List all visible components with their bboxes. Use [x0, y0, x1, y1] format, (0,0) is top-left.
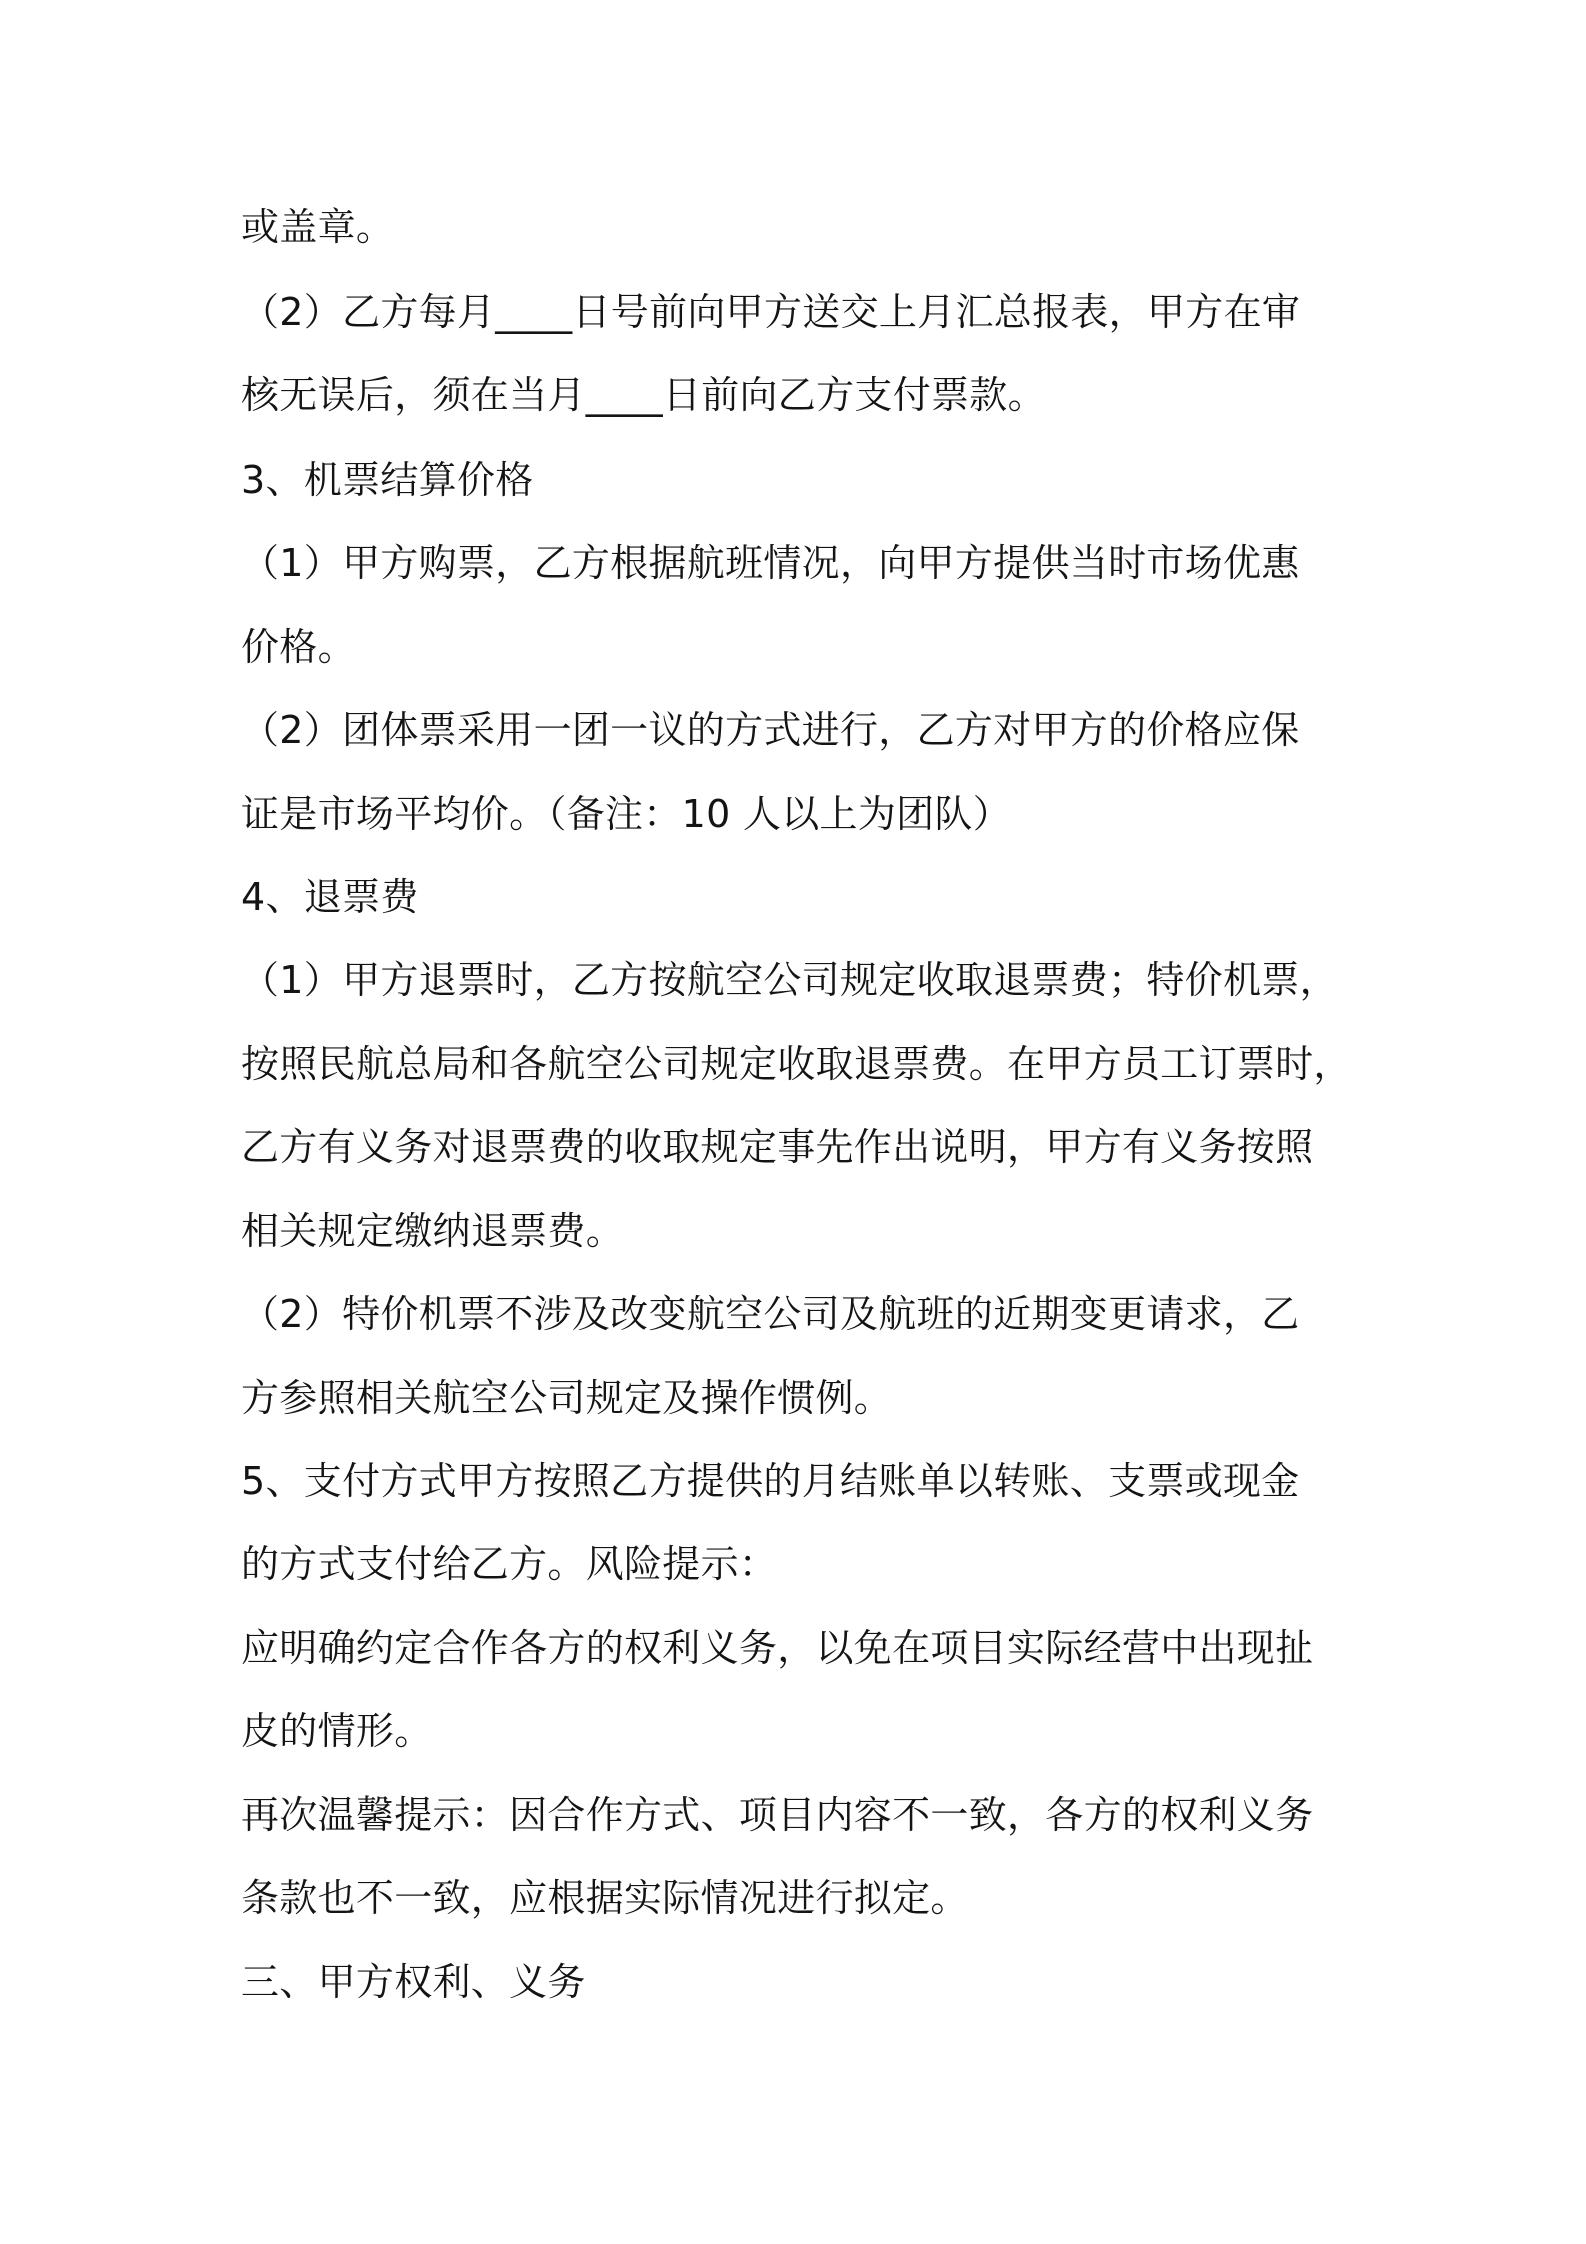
text-line: 皮的情形。 [241, 1709, 433, 1753]
text-line: （2）乙方每月____日号前向甲方送交上月汇总报表，甲方在审 [241, 290, 1301, 334]
section-heading: 三、甲方权利、义务 [241, 1960, 586, 2004]
text-line: 价格。 [241, 625, 356, 669]
text-line: （1）甲方退票时，乙方按航空公司规定收取退票费；特价机票， [241, 958, 1338, 1002]
text-line: 证是市场平均价。（备注：10 人以上为团队） [241, 792, 1012, 836]
text-line: （1）甲方购票，乙方根据航班情况，向甲方提供当时市场优惠 [241, 541, 1300, 585]
text-line: 的方式支付给乙方。风险提示： [241, 1542, 778, 1586]
text-line: 方参照相关航空公司规定及操作惯例。 [241, 1376, 893, 1420]
text-line: 按照民航总局和各航空公司规定收取退票费。在甲方员工订票时， [241, 1042, 1352, 1086]
text-line: 再次温馨提示：因合作方式、项目内容不一致，各方的权利义务 [241, 1793, 1314, 1837]
text-line: 应明确约定合作各方的权利义务，以免在项目实际经营中出现扯 [241, 1626, 1314, 1670]
text-line: （2）团体票采用一团一议的方式进行，乙方对甲方的价格应保 [241, 708, 1300, 752]
text-line: （2）特价机票不涉及改变航空公司及航班的近期变更请求，乙 [241, 1292, 1300, 1336]
text-line: 条款也不一致，应根据实际情况进行拟定。 [241, 1876, 969, 1920]
text-line: 或盖章。 [241, 205, 395, 249]
section-heading: 5、支付方式甲方按照乙方提供的月结账单以转账、支票或现金 [241, 1459, 1300, 1503]
section-heading: 3、机票结算价格 [241, 458, 534, 502]
text-line: 核无误后，须在当月____日前向乙方支付票款。 [241, 373, 1046, 417]
text-line: 乙方有义务对退票费的收取规定事先作出说明，甲方有义务按照 [241, 1125, 1314, 1169]
text-line: 相关规定缴纳退票费。 [241, 1209, 625, 1253]
section-heading: 4、退票费 [241, 875, 419, 919]
